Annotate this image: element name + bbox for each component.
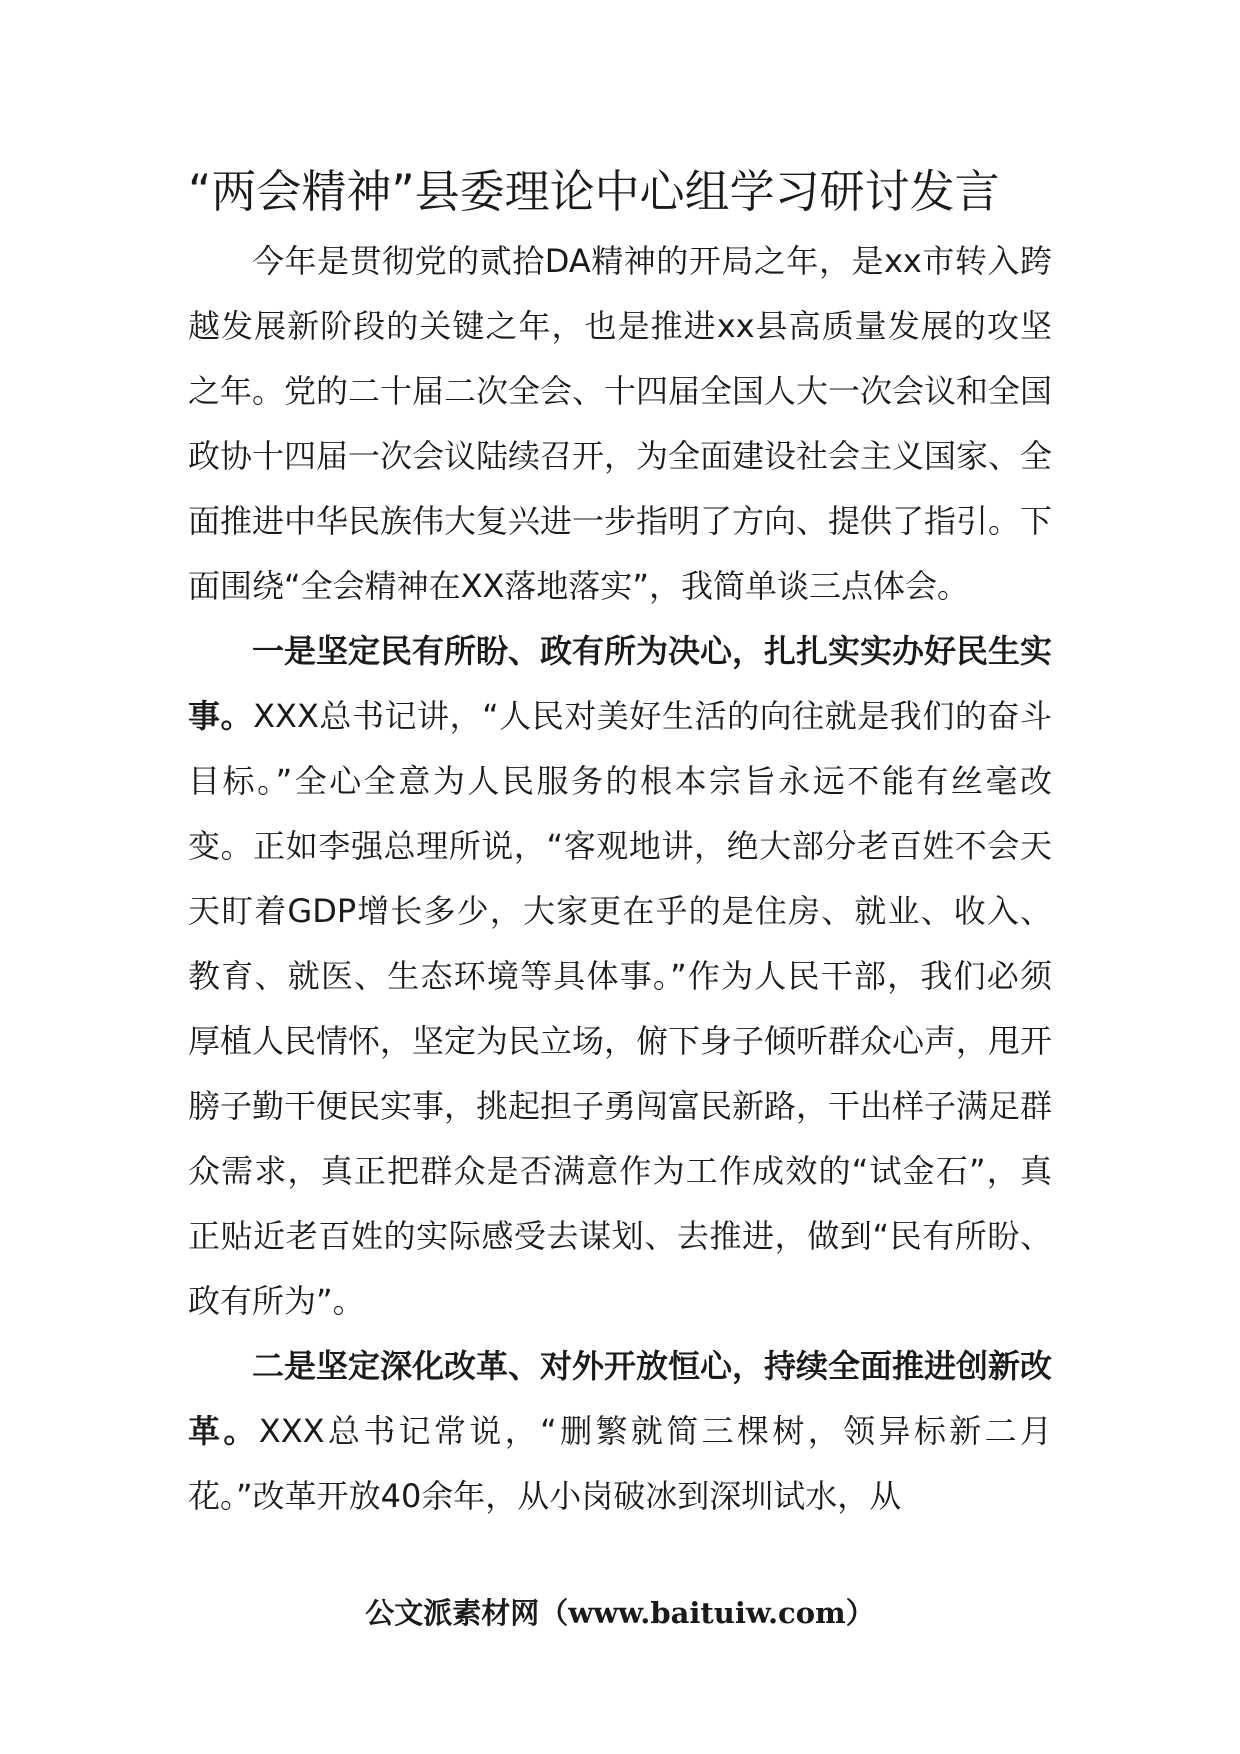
- paragraph-text: XXX总书记讲，“人民对美好生活的向往就是我们的奋斗目标。”全心全意为人民服务的根本宗旨永远不能有丝毫改变。正如李强总理所说，“客观地讲，绝大部分老百姓不会天天盯着GDP增长多少，大家更在乎的是住房、就业、收入、教育、就医、生态环境等具体事。”作为人民干部，我们必须厚植人民情怀，坚定为民立场，俯下身子倾听群众心声，甩开膀子勤干便民实事，挑起担子勇闯富民新路，干出样子满足群众需求，真正把群众是否满意作为工作成效的“试金石”，真正贴近老百姓的实际感受去谋划、去推进，做到“民有所盼、政有所为”。: [188, 697, 1053, 1320]
- paragraph-lead: 二是坚定深化改革、对外开放恒心，持续全面推进创新改革。: [188, 1347, 1053, 1450]
- paragraph-intro: [188, 229, 1052, 619]
- document-body: [188, 229, 1052, 1529]
- document-title: “两会精神”县委理论中心组学习研讨发言: [188, 165, 1000, 218]
- footer-source: 公文派素材网（www.baituiw.com）: [365, 1596, 875, 1630]
- paragraph-point-two: [188, 1334, 1052, 1529]
- paragraph-text: XXX总书记常说，“删繁就简三棵树，领异标新二月花。”改革开放40余年，从小岗破冰到深圳试水，从: [188, 1412, 1052, 1515]
- paragraph-point-one: [188, 619, 1052, 1334]
- paragraph-text: 今年是贯彻党的贰拾DA精神的开局之年，是xx市转入跨越发展新阶段的关键之年，也是推进xx县高质量发展的攻坚之年。党的二十届二次全会、十四届全国人大一次会议和全国政协十四届一次会议陆续召开，为全面建设社会主义国家、全面推进中华民族伟大复兴进一步指明了方向、提供了指引。下面围绕“全会精神在XX落地落实”，我简单谈三点体会。: [188, 242, 1053, 605]
- paragraph-lead: 一是坚定民有所盼、政有所为决心，扎扎实实办好民生实事。: [188, 632, 1053, 735]
